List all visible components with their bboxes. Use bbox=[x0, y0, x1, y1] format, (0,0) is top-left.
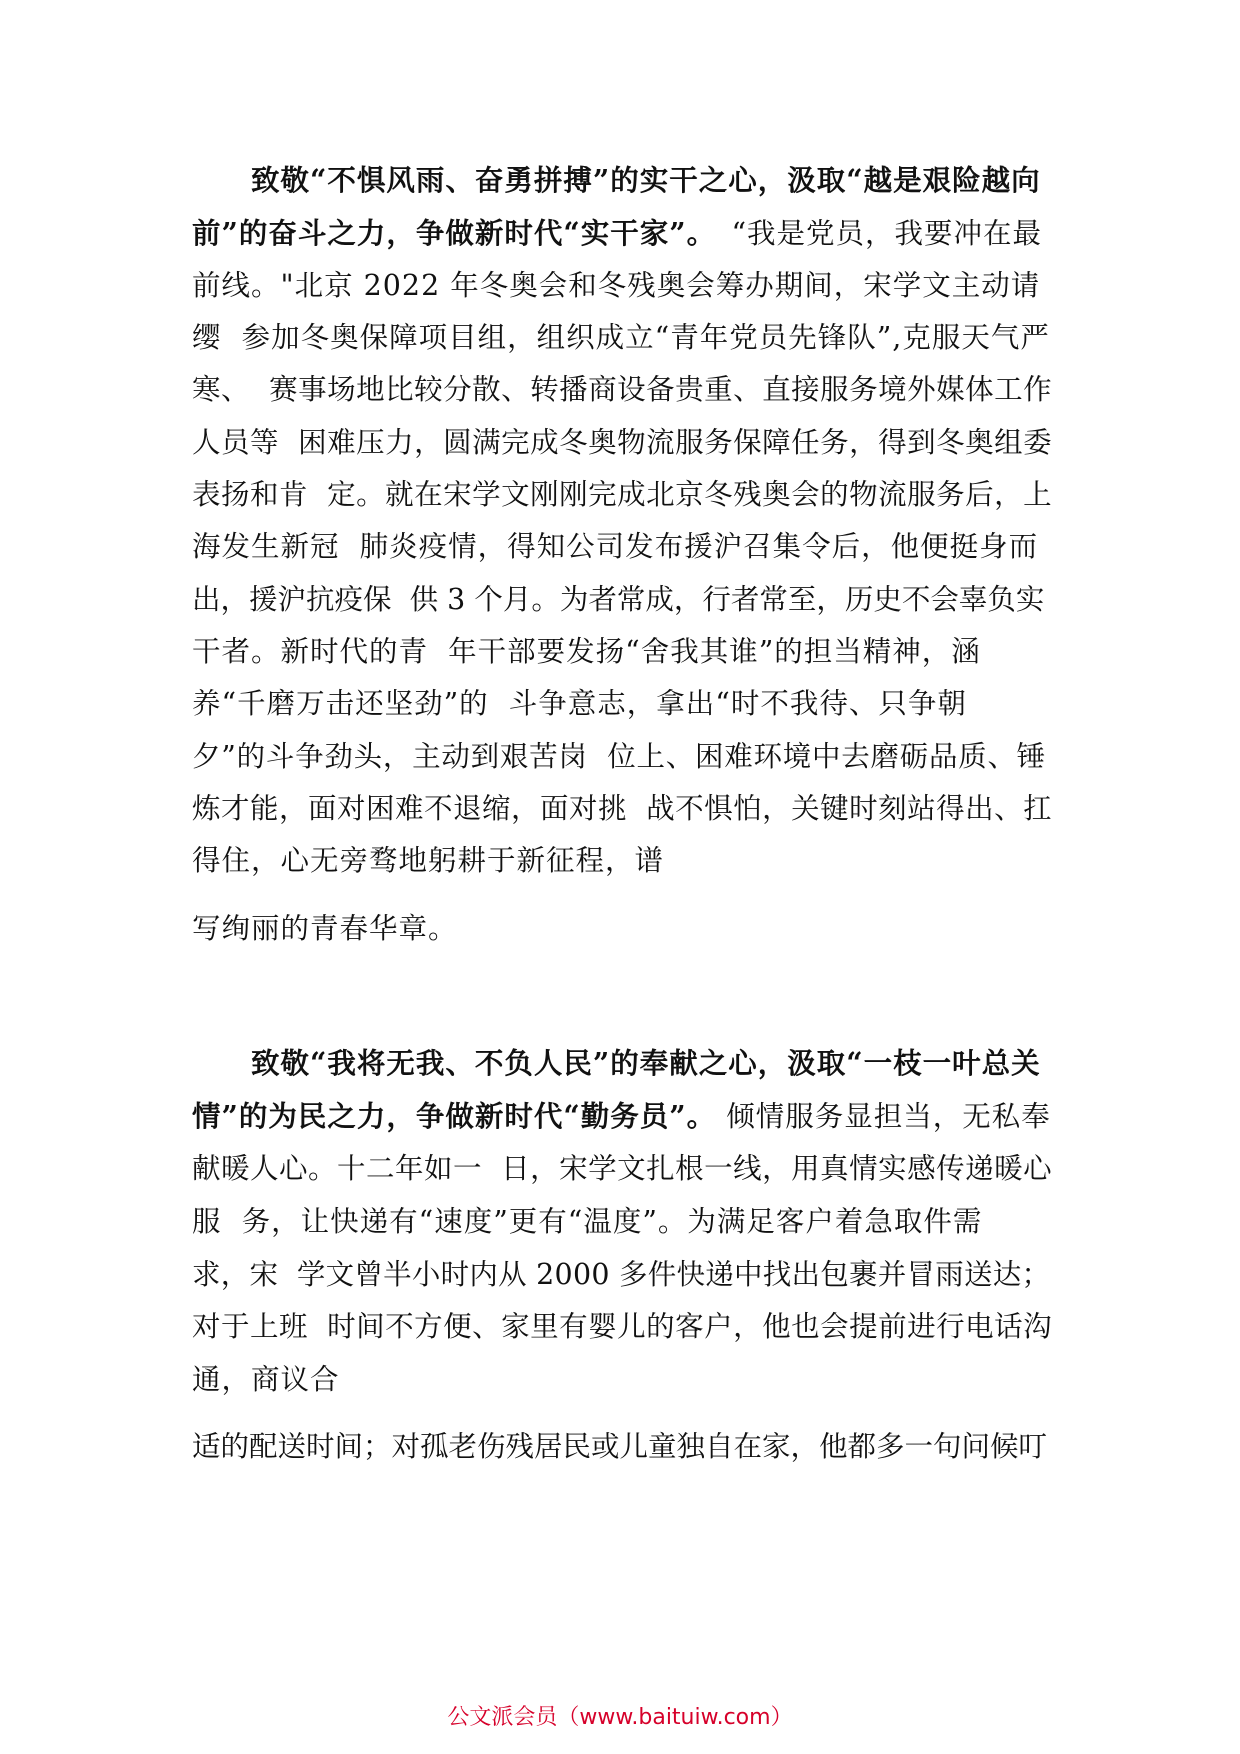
section1-line-6: 人员等 困难压力，圆满完成冬奥物流服务保障任务，得到冬奥组委 bbox=[192, 426, 1053, 459]
section2-line-2 bbox=[192, 1096, 1051, 1136]
section2-line-5: 求，宋 学文曾半小时内从 2000 多件快递中找出包裹并冒雨送达； bbox=[192, 1258, 1051, 1291]
section1-line-15: 写绚丽的青春华章。 bbox=[192, 912, 458, 945]
section2-line-8: 适的配送时间；对孤老伤残居民或儿童独自在家，他都多一句问候叮 bbox=[192, 1430, 1048, 1463]
section1-line-14: 得住，心无旁骛地躬耕于新征程，谱 bbox=[192, 844, 665, 877]
section1-line-7: 表扬和肯 定。就在宋学文刚刚完成北京冬残奥会的物流服务后，上 bbox=[192, 478, 1053, 511]
section1-line-2-tail: “我是党员，我要冲在最 bbox=[701, 217, 1043, 250]
section1-line-3: 前线。"北京 2022 年冬奥会和冬残奥会筹办期间，宋学文主动请 bbox=[192, 269, 1041, 302]
section1-line-2 bbox=[192, 213, 1042, 253]
section2-line-7: 通，商议合 bbox=[192, 1363, 340, 1396]
section1-line-8: 海发生新冠 肺炎疫情，得知公司发布援沪召集令后，他便挺身而 bbox=[192, 530, 1039, 563]
section2-line-6: 对于上班 时间不方便、家里有婴儿的客户，他也会提前进行电话沟 bbox=[192, 1310, 1053, 1343]
section1-line-13: 炼才能，面对困难不退缩，面对挑 战不惧怕，关键时刻站得出、扛 bbox=[192, 792, 1053, 825]
section2-line-4: 服 务，让快递有“速度”更有“温度”。为满足客户着急取件需 bbox=[192, 1205, 983, 1238]
section1-line-4: 缨 参加冬奥保障项目组，组织成立“青年党员先锋队”,克服天气严 bbox=[192, 321, 1050, 354]
section1-line-11: 养“千磨万击还坚劲”的 斗争意志，拿出“时不我待、只争朝 bbox=[192, 687, 967, 720]
footer-watermark: 公文派会员（www.baituiw.com） bbox=[447, 1705, 793, 1730]
section1-line-5: 寒、 赛事场地比较分散、转播商设备贵重、直接服务境外媒体工作 bbox=[192, 373, 1053, 406]
section2-heading-line-2: 情”的为民之力，争做新时代“勤务员”。 bbox=[192, 1099, 717, 1133]
section1-heading-line-2: 前”的奋斗之力，争做新时代“实干家”。 bbox=[192, 216, 702, 250]
section1-line-9: 出，援沪抗疫保 供 3 个月。为者常成，行者常至，历史不会辜负实 bbox=[192, 583, 1045, 616]
section2-line-3: 献暖人心。十二年如一 日，宋学文扎根一线，用真情实感传递暖心 bbox=[192, 1152, 1053, 1185]
section1-heading-line-1: 致敬“不惧风雨、奋勇拼搏”的实干之心，汲取“越是艰险越向 bbox=[192, 163, 1041, 197]
section2-line-2-tail: 倾情服务显担当，无私奉 bbox=[716, 1100, 1051, 1133]
section1-line-12: 夕”的斗争劲头，主动到艰苦岗 位上、困难环境中去磨砺品质、锤 bbox=[192, 740, 1046, 773]
section2-heading-line-1: 致敬“我将无我、不负人民”的奉献之心，汲取“一枝一叶总关 bbox=[192, 1046, 1041, 1080]
section1-line-10: 干者。新时代的青 年干部要发扬“舍我其谁”的担当精神，涵 bbox=[192, 635, 981, 668]
